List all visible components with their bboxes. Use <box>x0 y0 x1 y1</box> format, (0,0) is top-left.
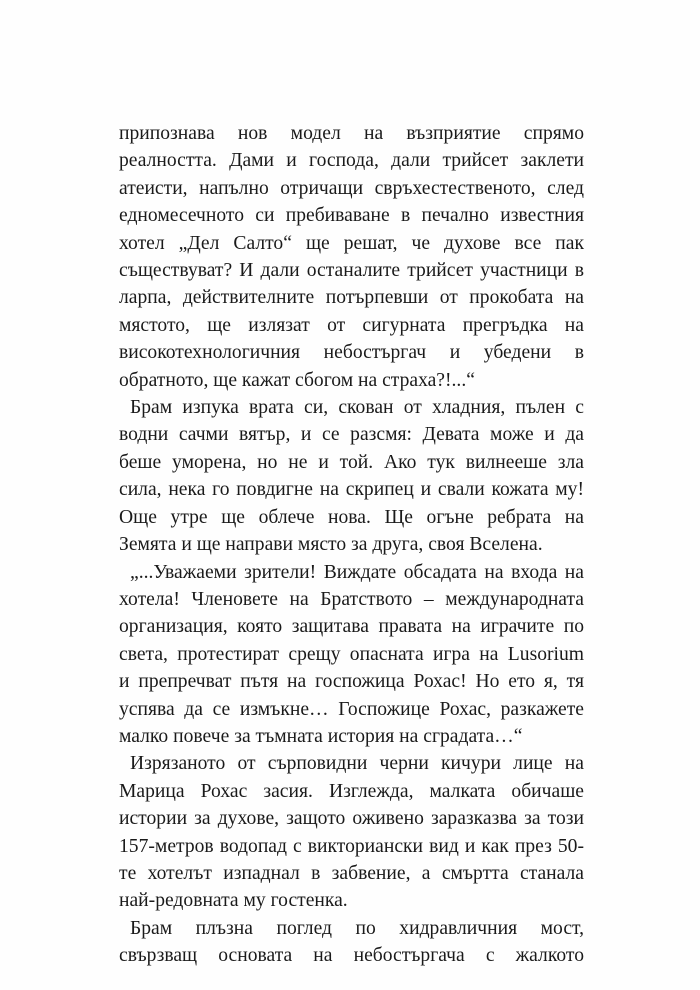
text-line: организация, която защитава правата на играчите по <box>119 616 584 638</box>
text-line: най-редовната му гостенка. <box>119 890 348 912</box>
text-line: успява да се измъкне… Госпожице Рохас, разкажете <box>119 698 584 720</box>
text-line: обратното, ще кажат сбогом на страха?!...“ <box>119 369 475 391</box>
text-line: те хотелът изпаднал в забвение, а смъртта станала <box>119 862 584 884</box>
text-line: реалността. Дами и господа, дали трийсет заклети <box>119 150 584 172</box>
text-line: мястото, ще излязат от сигурната прегръдка на <box>119 314 584 336</box>
body-text <box>119 120 584 970</box>
text-line: Изрязаното от сърповидни черни кичури лице на <box>130 753 584 775</box>
text-line: малко повече за тъмната история на сградата…“ <box>119 725 523 747</box>
text-line: и препречват пътя на госпожица Рохас! Но ето я, тя <box>119 671 584 693</box>
text-line: беше уморена, но не и той. Ако тук вилнееше зла <box>119 451 584 473</box>
text-line: високотехнологичния небостъргач и убедени в <box>119 342 584 364</box>
paragraph-4 <box>119 750 584 914</box>
text-line: ларпа, действителните потърпевши от прокобата на <box>119 287 584 309</box>
text-line: едномесечното си пребиваване в печално известния <box>119 205 584 227</box>
text-line: хотел „Дел Салто“ ще решат, че духове все пак <box>119 232 584 254</box>
text-line: Брам плъзна поглед по хидравличния мост, <box>130 917 584 939</box>
text-line: Марица Рохас засия. Изглежда, малката обичаше <box>119 780 584 802</box>
text-line: Още утре ще облече нова. Ще огъне ребрата на <box>119 506 584 528</box>
paragraph-2 <box>119 394 584 558</box>
text-line: припознава нов модел на възприятие спрямо <box>119 123 584 144</box>
text-line: 157-метров водопад с викториански вид и как през 50- <box>119 835 584 857</box>
text-line: водни сачми вятър, и се разсмя: Девата може и да <box>119 424 584 446</box>
text-line: света, протестират срещу опасната игра на Lusorium <box>119 643 584 665</box>
text-line: хотела! Членовете на Братството – международната <box>119 588 584 610</box>
text-line: съществуват? И дали останалите трийсет участници в <box>119 260 584 282</box>
text-line: Земята и ще направи място за друга, своя Вселена. <box>119 534 543 556</box>
text-line: Брам изпука врата си, скован от хладния, пълен с <box>130 397 584 419</box>
text-line: свързващ основата на небостъргача с жалкото <box>119 945 584 967</box>
paragraph-1 <box>119 120 584 394</box>
text-line: атеисти, напълно отричащи свръхестественото, след <box>119 177 584 199</box>
paragraph-5 <box>119 915 584 970</box>
text-line: „...Уважаеми зрители! Виждате обсадата на входа на <box>130 561 584 583</box>
paragraph-3 <box>119 559 584 751</box>
text-line: истории за духове, защото оживено заразказва за този <box>119 808 584 830</box>
text-line: сила, нека го повдигне на скрипец и свали кожата му! <box>119 479 584 501</box>
